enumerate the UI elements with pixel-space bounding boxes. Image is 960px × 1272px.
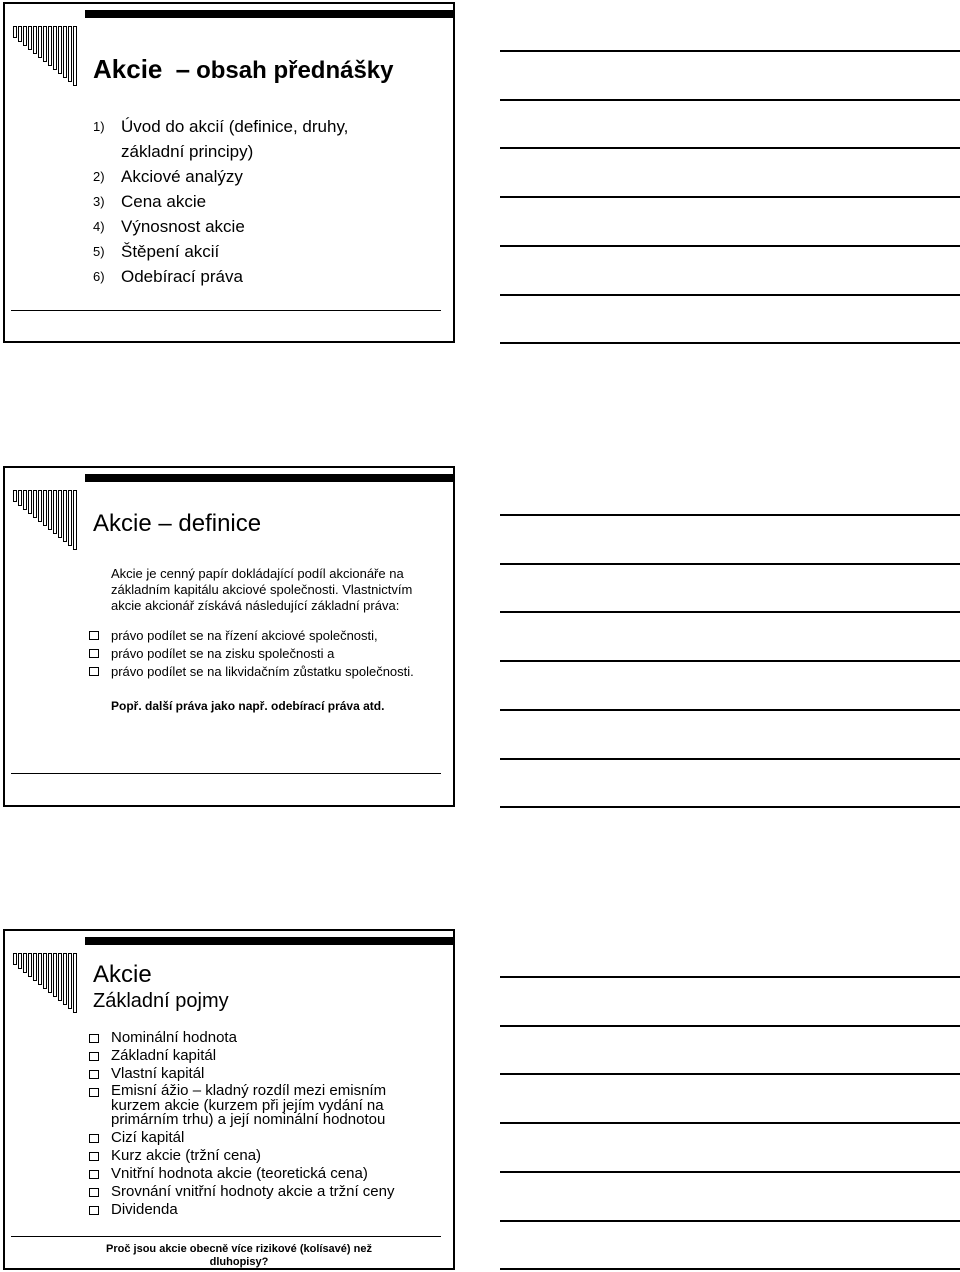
- slide-top-bar: [85, 937, 455, 945]
- list-item: právo podílet se na řízení akciové společnosti,: [111, 628, 414, 646]
- decorative-bars-icon: [13, 953, 78, 1015]
- decor-bar: [33, 490, 37, 518]
- slide-title: Akcie: [93, 961, 152, 988]
- decor-bar: [33, 26, 37, 54]
- decor-bar: [38, 26, 42, 58]
- note-line: [500, 1220, 960, 1222]
- decor-bar: [58, 953, 62, 1001]
- slide-3: [3, 929, 455, 1270]
- list-item: 3) Cena akcie: [93, 192, 207, 211]
- slide-bottom-line: [11, 773, 441, 774]
- decor-bar: [18, 953, 22, 969]
- list-item: Kurz akcie (tržní cena): [111, 1148, 394, 1164]
- slide-top-bar: [85, 474, 455, 482]
- checkbox-bullet-icon: [89, 631, 99, 640]
- note-line: [500, 147, 960, 149]
- list-item: Základní kapitál: [111, 1048, 394, 1064]
- decor-bar: [23, 953, 27, 973]
- decor-bar: [73, 26, 77, 86]
- list-item: Vlastní kapitál: [111, 1066, 394, 1082]
- list-item: Srovnání vnitřní hodnoty akcie a tržní ceny: [111, 1184, 394, 1200]
- list-item: Cizí kapitál: [111, 1130, 394, 1146]
- contents-list: [93, 114, 348, 289]
- list-item: 1) Úvod do akcií (definice, druhy, základní principy): [93, 117, 349, 161]
- slide-1: [3, 2, 455, 343]
- decor-bar: [18, 26, 22, 42]
- definition-paragraph: Akcie je cenný papír dokládající podíl akcionáře na základním kapitálu akciové společnosti. Vlastnictvím akcie akcionář získává následující základní práva:: [111, 566, 413, 613]
- note-line: [500, 245, 960, 247]
- slide-2: [3, 466, 455, 807]
- note-line: [500, 709, 960, 711]
- note-line: [500, 611, 960, 613]
- checkbox-bullet-icon: [89, 1188, 99, 1197]
- decor-bar: [13, 953, 17, 965]
- decor-bar: [38, 490, 42, 522]
- note-line: [500, 563, 960, 565]
- decor-bar: [33, 953, 37, 981]
- decor-bar: [43, 953, 47, 989]
- decorative-bars-icon: [13, 490, 78, 552]
- note-line: [500, 1025, 960, 1027]
- decor-bar: [63, 26, 67, 78]
- note-line: [500, 1171, 960, 1173]
- decor-bar: [73, 490, 77, 550]
- note-line: [500, 342, 960, 344]
- checkbox-bullet-icon: [89, 1152, 99, 1161]
- note-line: [500, 294, 960, 296]
- decor-bar: [13, 490, 17, 502]
- decor-bar: [63, 490, 67, 542]
- note-line: [500, 196, 960, 198]
- checkbox-bullet-icon: [89, 667, 99, 676]
- decor-bar: [28, 490, 32, 514]
- note-line: [500, 1122, 960, 1124]
- decor-bar: [53, 490, 57, 534]
- note-line: [500, 1268, 960, 1270]
- terms-list: [111, 1030, 394, 1220]
- slide-title: Akcie – definice: [93, 510, 262, 537]
- slide-subtitle: Základní pojmy: [93, 990, 229, 1012]
- list-item: Emisní ážio – kladný rozdíl mezi emisním kurzem akcie (kurzem při jejím vydání na primárním trhu) a její nominální hodnotou: [111, 1084, 394, 1128]
- checkbox-bullet-icon: [89, 649, 99, 658]
- list-item: 2) Akciové analýzy: [93, 167, 243, 186]
- list-item: právo podílet se na zisku společnosti a: [111, 646, 414, 664]
- decor-bar: [28, 953, 32, 977]
- checkbox-bullet-icon: [89, 1088, 99, 1097]
- decor-bar: [53, 26, 57, 70]
- decor-bar: [23, 26, 27, 46]
- decor-bar: [53, 953, 57, 997]
- checkbox-bullet-icon: [89, 1052, 99, 1061]
- note-line: [500, 99, 960, 101]
- note-line: [500, 976, 960, 978]
- checkbox-bullet-icon: [89, 1206, 99, 1215]
- decor-bar: [68, 953, 72, 1009]
- checkbox-bullet-icon: [89, 1134, 99, 1143]
- checkbox-bullet-icon: [89, 1070, 99, 1079]
- note-line: [500, 806, 960, 808]
- note-line: [500, 50, 960, 52]
- decor-bar: [43, 490, 47, 526]
- decor-bar: [43, 26, 47, 62]
- list-item: Vnitřní hodnota akcie (teoretická cena): [111, 1166, 394, 1182]
- slide-title: Akcie – obsah přednášky: [93, 54, 394, 84]
- decor-bar: [73, 953, 77, 1013]
- checkbox-bullet-icon: [89, 1170, 99, 1179]
- note-text: Popř. další práva jako např. odebírací práva atd.: [111, 699, 385, 713]
- list-item: právo podílet se na likvidačním zůstatku společnosti.: [111, 664, 414, 682]
- footer-question: Proč jsou akcie obecně více rizikové (kolísavé) než dluhopisy?: [106, 1243, 372, 1268]
- decor-bar: [48, 26, 52, 66]
- list-item: 6) Odebírací práva: [93, 267, 243, 286]
- decor-bar: [68, 26, 72, 82]
- decor-bar: [48, 490, 52, 530]
- decorative-bars-icon: [13, 26, 78, 88]
- list-item: 4) Výnosnost akcie: [93, 217, 245, 236]
- note-line: [500, 758, 960, 760]
- decor-bar: [38, 953, 42, 985]
- slide-bottom-line: [11, 310, 441, 311]
- slide-top-bar: [85, 10, 455, 18]
- decor-bar: [28, 26, 32, 50]
- decor-bar: [63, 953, 67, 1005]
- list-item: Nominální hodnota: [111, 1030, 394, 1046]
- decor-bar: [58, 490, 62, 538]
- decor-bar: [68, 490, 72, 546]
- decor-bar: [58, 26, 62, 74]
- list-item: Dividenda: [111, 1202, 394, 1218]
- note-line: [500, 660, 960, 662]
- checkbox-bullet-icon: [89, 1034, 99, 1043]
- list-item: 5) Štěpení akcií: [93, 242, 220, 261]
- decor-bar: [13, 26, 17, 38]
- note-line: [500, 1073, 960, 1075]
- decor-bar: [23, 490, 27, 510]
- note-line: [500, 514, 960, 516]
- decor-bar: [18, 490, 22, 506]
- slide-bottom-line: [11, 1236, 441, 1237]
- decor-bar: [48, 953, 52, 993]
- rights-list: [111, 628, 414, 682]
